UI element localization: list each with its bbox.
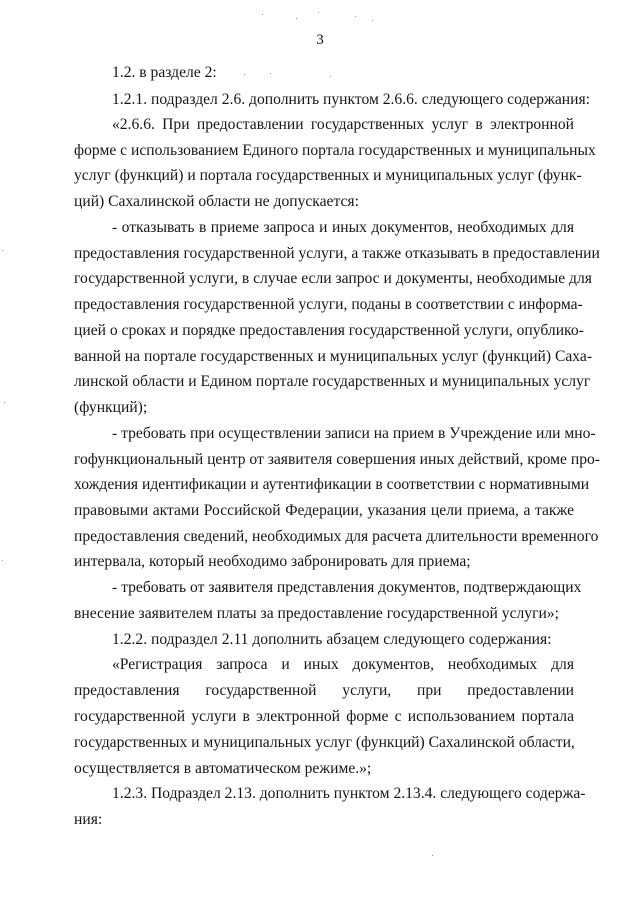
scan-speck (355, 16, 356, 17)
subsection-text: 1.2.1. подраздел 2.6. дополнить пунктом 2.6.6. следующего содержания: (112, 91, 590, 108)
text-line: предоставления государственной услуги, а также отказывать в предоставлении (74, 245, 600, 262)
text-line: «Регистрация запроса и иных документов, необходимых для (112, 656, 574, 673)
scan-speck (4, 402, 5, 403)
text-line: «2.6.6. При предоставлении государственных услуг в электронной (112, 116, 574, 133)
text-line: - требовать от заявителя представления документов, подтверждающих (112, 579, 582, 596)
scan-speck (262, 14, 263, 15)
text-line: правовыми актами Российской Федерации, указания цели приема, а также (74, 502, 574, 519)
text-line: государственных и муниципальных услуг (функций) Сахалинской области, (74, 734, 575, 751)
scan-speck (330, 76, 331, 77)
page-number: 3 (316, 32, 324, 48)
text-line: внесение заявителем платы за предоставление государственной услуги»; (74, 605, 559, 622)
scan-speck (244, 74, 245, 75)
text-line: хождения идентификации и аутентификации в соответствии с нормативными (74, 476, 590, 493)
text-line: услуг (функций) и портала государственных и муниципальных услуг (функ- (74, 167, 582, 184)
text-line: ванной на портале государственных и муниципальных услуг (функций) Саха- (74, 348, 593, 365)
text-line: интервала, который необходимо забронировать для приема; (74, 553, 471, 570)
text-line: предоставления государственной услуги, поданы в соответствии с информа- (74, 296, 583, 313)
scan-speck (318, 12, 319, 13)
scan-speck (372, 20, 373, 21)
text-line: цией о сроках и порядке предоставления государственной услуги, опублико- (74, 322, 584, 339)
text-line: государственной услуги, в случае если запрос и документы, необходимые для (74, 270, 592, 287)
text-line: (функций); (74, 399, 148, 416)
text-line: предоставления сведений, необходимых для расчета длительности временного (74, 528, 599, 545)
text-line: государственной услуги в электронной форме с использованием портала (74, 708, 574, 725)
text-line: - отказывать в приеме запроса и иных документов, необходимых для (112, 219, 574, 236)
scan-speck (432, 855, 433, 856)
text-line: - требовать при осуществлении записи на прием в Учреждение или мно- (112, 425, 596, 442)
text-line: предоставления государственной услуги, при предоставлении (74, 682, 574, 699)
scan-speck (2, 560, 3, 561)
section-heading: 1.2. в разделе 2: (112, 64, 217, 81)
scan-speck (270, 73, 271, 74)
text-line: ния: (74, 811, 103, 828)
scan-speck (296, 18, 297, 19)
text-line: линской области и Едином портале государственных и муниципальных услуг (74, 373, 591, 390)
subsection-text: 1.2.3. Подраздел 2.13. дополнить пунктом 2.13.4. следующего содержа- (112, 785, 586, 802)
scan-speck (2, 250, 3, 251)
text-line: осуществляется в автоматическом режиме.»; (74, 760, 372, 777)
subsection-text: 1.2.2. подраздел 2.11 дополнить абзацем следующего содержания: (112, 631, 552, 648)
text-line: форме с использованием Единого портала государственных и муниципальных (74, 142, 596, 159)
text-line: ций) Сахалинской области не допускается: (74, 193, 359, 210)
text-line: гофункциональный центр от заявителя совершения иных действий, кроме про- (74, 451, 600, 468)
